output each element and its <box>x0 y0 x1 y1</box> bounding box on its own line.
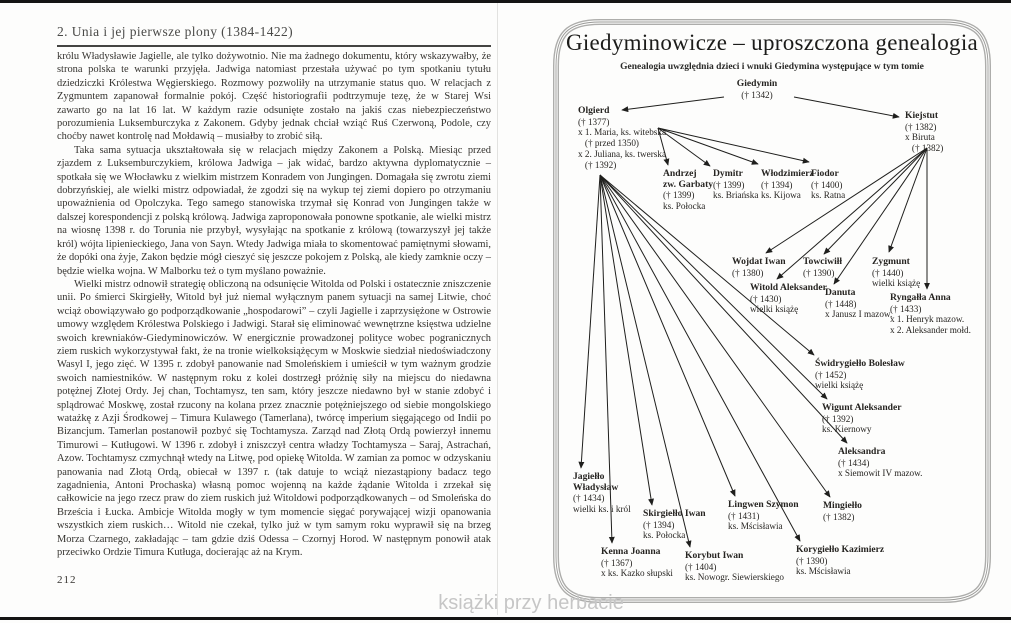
person-node-fiodor: Fiodor († 1400) ks. Ratna <box>811 168 846 201</box>
paragraph-1: królu Władysławie Jagielle, ale tylko dożywotnio. Nie ma żadnego dokumentu, który wskazywałby, że strona polska te warunki przyjęła. Jadwiga natomiast przestała używać po tym spotkaniu tytułu dziedziczki Królestwa Węgierskiego. Rozmowy pozwoliły na utrzymanie status quo. W relacjach z Zygmuntem zapanował formalnie pokój. Część historiografii podtrzymuje tezę, że w Starej Wsi zawarto go na lat 16 lat. W każdym razie odsunięte zostało na jakiś czas niebezpieczeństwo porozumienia Luksemburczyka z Zakonem. Gdyby jednak chciał wziąć Ruś Czerwoną, Podole, czy choćby nawet kontrolę nad Mołdawią – musiałby to zrobić siłą. <box>57 51 491 143</box>
person-node-ryngalla: Ryngałła Anna († 1433) x 1. Henryk mazow. x 2. Aleksander mołd. <box>890 292 971 336</box>
person-node-aleksandra: Aleksandra († 1434) x Siemowit IV mazow. <box>838 446 923 479</box>
person-node-witold: Witold Aleksander († 1430) wielki książę <box>750 282 827 315</box>
person-node-olgierd: Olgierd († 1377) x 1. Maria, ks. witebska († przed 1350) x 2. Juliana, ks. twerska († 1392) <box>578 105 667 170</box>
edge-giedymin-kiejstut <box>794 97 899 117</box>
person-node-kenna: Kenna Joanna († 1367) x ks. Kazko słupski <box>601 546 673 579</box>
edge-olgierd-wlodzimierz <box>658 128 758 164</box>
genealogy-title: Giedyminowicze – uproszczona genealogia <box>565 30 979 55</box>
person-node-giedymin: Giedymin († 1342) <box>736 78 778 100</box>
edge-kiejstut-zygmunt <box>889 148 927 252</box>
page-number: 212 <box>57 574 77 586</box>
person-node-korybut: Korybut Iwan († 1404) ks. Nowogr. Siewierskiego <box>685 550 785 583</box>
genealogy-subtitle: Genealogia uwzględnia dzieci i wnuki Giedymina występujące w tym tomie <box>620 62 924 72</box>
chapter-header: 2. Unia i jej pierwsze plony (1384-1422) <box>57 24 491 47</box>
person-node-towciwill: Towciwiłł († 1390) <box>803 256 843 278</box>
edge-olgierd-skirgiello <box>600 175 652 505</box>
person-node-danuta: Danuta († 1448) x Janusz I mazow. <box>825 287 893 320</box>
person-node-mingiello: Mingiełło († 1382) <box>823 500 862 522</box>
person-node-swidrygiello: Świdrygiełło Bolesław († 1452) wielki książę <box>815 358 905 391</box>
person-node-dymitr: Dymitr († 1399) ks. Briańska <box>713 168 759 201</box>
site-watermark: książki przy herbacie <box>438 592 624 614</box>
person-node-wlodzimierz: Włodzimierz († 1394) ks. Kijowa <box>761 168 814 201</box>
person-node-korygiello: Korygiełło Kazimierz († 1390) ks. Mścisławia <box>796 544 885 577</box>
paragraph-3: Wielki mistrz odnowił strategię obliczoną na odsunięcie Witolda od Polski i ostatecznie zniszczenie unii. Po śmierci Skirgiełły, Witold był już niemal wyłącznym panem sytuacji na samej Litwie, choć wciąż obowiązywało go podporządkowanie „hospodarowi” – czyli Jagielle i zaprzysiężone w Ostrowie umowy względem Królestwa Polskiego i Jadwigi. Starał się eliminować wewnętrzne księstwa udzielne swoich krewniaków-Giedyminowiczów. W energicznie prowadzonej polityce wobec pogranicznych ziem ruskich wykorzystywał fakt, że na tronie wielkoksiążęcym w Moskwie siedział niedoświadczony Wasyl I, jego zięć. W 1395 r. zdobył panowanie nad Smoleńskiem i umieścił w tym ważnym grodzie swoich namiestników. W następnym roku z kolei dostrzegł próżnię siły na miejscu do niedawna potężnej Złotej Ordy. Jej chan, Tochtamysz, ten sam, który jeszcze niedawno był w stanie zdobyć i splądrować Moskwę, został rzucony na kolana przez znacznie potężniejszego od siebie mongolskiego watażkę z Azji Środkowej – Timura Kulawego (Tamerlana), twórcę imperium sięgającego od Indii po Bizancjum. Tamerlan postanowił pozbyć się Tochtamysza. Zarząd nad Złotą Ordą powierzył innemu Timurowi – Kutługowi. W 1396 r. zdobył i zniszczył centra władzy Tochtamysza – Saraj, Astrachań, Azow. Tochtamysz czmychnął wtedy na Litwę, pod opiekę Witolda. W zamian za pomoc w odzyskaniu panowania nad Złotą Ordą, obiecał w 1397 r. (tak datuje to wciąż niezastąpiony badacz tego zagadnienia, Antoni Prochaska) własną pomoc wojenną na każde żądanie Witolda i zrzekał się całkowicie na jego rzecz praw do ziem ruskich już Witoldowi podporządkowanych – od Smoleńska do Brześcia i Łucka. Ambicje Witolda mogły w tym momencie sięgać porywającej wizji opanowania wszystkich ziem ruskich… Witold nie czekał, tylko już w tym samym roku wyprawił się na brzeg Morza Czarnego, zakładając – tam gdzie dziś Odessa – Czornyj Horod. W następnym ponowił atak przeciwko Ordzie Timura Kutługa, docierając aż na Krym. <box>57 278 491 559</box>
person-node-kiejstut: Kiejstut († 1382) x Biruta († 1382) <box>905 110 944 154</box>
person-node-jagiello: Jagiełło Władysław († 1434) wielki ks. i król <box>573 471 631 515</box>
edge-olgierd-jagiello <box>581 175 600 468</box>
person-node-skirgiello: Skirgiełło Iwan († 1394) ks. Połocka <box>643 508 706 541</box>
person-node-andrzej: Andrzej zw. Garbaty († 1399) ks. Połocka <box>663 168 714 212</box>
paragraph-2: Taka sama sytuacja ukształtowała się w relacjach między Zakonem a Polską. Miesiąc przed zjazdem z Luksemburczykiem, królowa Jadwiga – jak widać, bardzo aktywna dyplomatycznie – spotkała się we Włocławku z wielkim mistrzem Konradem von Jungingen. Domagała się zwrotu ziemi dobrzyńskiej, ale wielki mistrz odpowiadał, że zgodzi się na wykup tej ziemi dopiero po otrzymaniu upoważnienia od Opolczyka. Tego samego stanowiska trzymał się Konrad von Jungingen także w dalszej korespondencji z polską królową. Jadwiga zaproponowała ponowne spotkanie, ale wielki mistrz na wiosnę 1398 r. do Torunia nie przybył, wysyłając na spotkanie z królową (towarzyszył jej także król) wójta lipienieckiego, Jana von Sayn. Wtedy Jadwiga miała to skomentować pamiętnymi słowami, że dopóki ona żyje, Zakon będzie mógł cieszyć się jeszcze pokojem z Polską, ale kiedy zamknie oczy – będzie wielka wojna. W Malborku też o tym myślano poważnie. <box>57 144 491 277</box>
person-node-wigunt: Wigunt Aleksander († 1392) ks. Kiernowy <box>822 402 902 435</box>
person-node-wojdat: Wojdat Iwan († 1380) <box>732 256 786 278</box>
person-node-lingwen: Lingwen Szymon († 1431) ks. Mścisławia <box>728 499 799 532</box>
person-node-zygmunt: Zygmunt († 1440) wielki książę <box>872 256 921 289</box>
